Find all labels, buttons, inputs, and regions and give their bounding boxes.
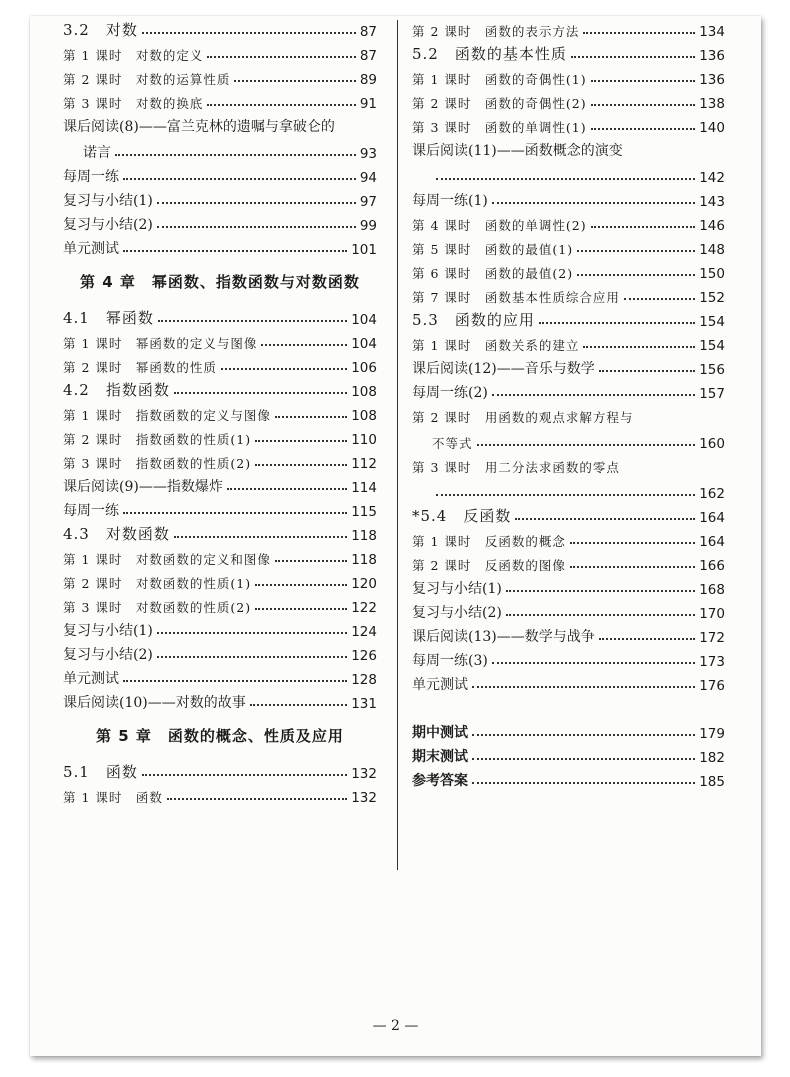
- entry-title: 诺言: [83, 145, 111, 161]
- page-ref: 120: [351, 576, 377, 592]
- toc-entry: [63, 376, 377, 400]
- entry-title: 复习与小结(2): [63, 217, 153, 233]
- dot-leader: [492, 394, 695, 396]
- dot-leader: [255, 440, 347, 442]
- entry-title: 课后阅读(12)——音乐与数学: [412, 361, 595, 377]
- entry-title: 复习与小结(1): [412, 581, 502, 597]
- dot-leader: [577, 274, 695, 276]
- page-number: — 2 —: [372, 1018, 419, 1034]
- page-ref: 108: [351, 408, 377, 424]
- dot-leader: [472, 686, 695, 688]
- dot-leader: [436, 178, 695, 180]
- dot-leader: [492, 662, 695, 664]
- entry-title: 课后阅读(11)——函数概念的演变: [412, 143, 623, 159]
- dot-leader: [599, 638, 695, 640]
- toc-entry: [412, 330, 725, 354]
- dot-leader: [591, 128, 696, 130]
- entry-title: 第 1 课时 函数: [63, 790, 163, 805]
- toc-entry: [412, 136, 725, 160]
- page-ref: 154: [699, 338, 725, 354]
- page-ref: 93: [359, 146, 377, 162]
- entry-title: 第 6 课时 函数的最值(2): [412, 266, 574, 281]
- page-ref: 126: [351, 648, 377, 664]
- spacer: [412, 694, 725, 718]
- dot-leader: [255, 584, 347, 586]
- entry-title: 第 1 课时 对数的定义: [63, 48, 204, 63]
- toc-entry: [63, 64, 377, 88]
- page-ref: 124: [351, 624, 377, 640]
- dot-leader: [167, 798, 347, 800]
- toc-entry: [412, 718, 725, 742]
- entry-title: *5.4 反函数: [412, 507, 512, 525]
- dot-leader: [492, 202, 695, 204]
- page-ref: 170: [699, 606, 725, 622]
- toc-entry: [412, 402, 725, 426]
- page-ref: 128: [351, 672, 377, 688]
- dot-leader: [583, 346, 695, 348]
- toc-entry: [412, 502, 725, 526]
- toc-entry: [412, 670, 725, 694]
- toc-entry: [63, 112, 377, 136]
- page-ref: 154: [699, 314, 725, 330]
- page-ref: 148: [699, 242, 725, 258]
- page-ref: 182: [699, 750, 725, 766]
- dot-leader: [157, 632, 347, 634]
- toc-entry: [412, 742, 725, 766]
- dot-leader: [234, 80, 355, 82]
- entry-title: 单元测试: [412, 677, 468, 693]
- dot-leader: [583, 32, 695, 34]
- entry-title: 课后阅读(13)——数学与战争: [412, 629, 595, 645]
- toc-entry: [412, 574, 725, 598]
- entry-title: 第 3 课时 指数函数的性质(2): [63, 456, 252, 471]
- toc-entry: [63, 782, 377, 806]
- toc-entry: [412, 40, 725, 64]
- entry-title: 5.2 函数的基本性质: [412, 45, 567, 63]
- dot-leader: [158, 320, 347, 322]
- toc-entry: [412, 766, 725, 790]
- page-ref: 104: [351, 312, 377, 328]
- page-ref: 108: [351, 384, 377, 400]
- entry-title: 第 2 课时 反函数的图像: [412, 558, 566, 573]
- toc-entry: [412, 210, 725, 234]
- entry-title: 第 4 课时 函数的单调性(2): [412, 218, 587, 233]
- toc-entry: [412, 234, 725, 258]
- dot-leader: [255, 608, 347, 610]
- dot-leader: [157, 202, 356, 204]
- toc-entry: [412, 186, 725, 210]
- entry-title: 第 2 课时 指数函数的性质(1): [63, 432, 252, 447]
- entry-title: 5.3 函数的应用: [412, 311, 535, 329]
- entry-title: 第 7 课时 函数基本性质综合应用: [412, 290, 620, 305]
- dot-leader: [123, 512, 347, 514]
- toc-entry: [63, 328, 377, 352]
- page-ref: 112: [351, 456, 377, 472]
- entry-title: 第 5 课时 函数的最值(1): [412, 242, 574, 257]
- page-ref: 136: [699, 72, 725, 88]
- entry-title: 第 2 课时 幂函数的性质: [63, 360, 217, 375]
- page-ref: 162: [699, 486, 725, 502]
- dot-leader: [275, 560, 347, 562]
- toc-entry: [63, 186, 377, 210]
- page-ref: 110: [351, 432, 377, 448]
- dot-leader: [571, 56, 695, 58]
- page-ref: 104: [351, 336, 377, 352]
- toc-entry: [63, 40, 377, 64]
- toc-entry: [412, 306, 725, 330]
- page-ref: 172: [699, 630, 725, 646]
- page-ref: 146: [699, 218, 725, 234]
- toc-entry: [412, 550, 725, 574]
- toc-entry: [63, 234, 377, 258]
- page-ref: 143: [699, 194, 725, 210]
- entry-title: 课后阅读(10)——对数的故事: [63, 695, 246, 711]
- toc-entry-continuation: [412, 426, 725, 452]
- entry-title: 第 2 课时 用函数的观点求解方程与: [412, 410, 634, 425]
- entry-title: 期中测试: [412, 725, 468, 741]
- page-ref: 132: [351, 766, 377, 782]
- entry-title: 第 3 课时 对数的换底: [63, 96, 204, 111]
- dot-leader: [174, 536, 347, 538]
- page-ref: 166: [699, 558, 725, 574]
- entry-title: 第 3 课时 对数函数的性质(2): [63, 600, 252, 615]
- entry-title: 复习与小结(1): [63, 623, 153, 639]
- page-ref: 176: [699, 678, 725, 694]
- toc-entry: [63, 88, 377, 112]
- page-ref: 101: [351, 242, 377, 258]
- toc-entry: [63, 472, 377, 496]
- entry-title: 第 2 课时 函数的奇偶性(2): [412, 96, 587, 111]
- page-ref: 140: [699, 120, 725, 136]
- dot-leader: [591, 226, 696, 228]
- toc-entry: [63, 16, 377, 40]
- page-ref: 99: [359, 218, 377, 234]
- page-ref: 94: [359, 170, 377, 186]
- page-ref: 157: [699, 386, 725, 402]
- dot-leader: [472, 758, 695, 760]
- toc-entry: [63, 448, 377, 472]
- toc-entry: [63, 544, 377, 568]
- page-ref: 118: [351, 552, 377, 568]
- dot-leader: [142, 774, 347, 776]
- toc-entry: [412, 622, 725, 646]
- toc-entry-continuation: [63, 136, 377, 162]
- page-ref: 179: [699, 726, 725, 742]
- entry-title: 4.3 对数函数: [63, 525, 170, 543]
- toc-entry: [412, 88, 725, 112]
- page-ref: 115: [351, 504, 377, 520]
- toc-entry: [412, 112, 725, 136]
- entry-title: 第 1 课时 函数的奇偶性(1): [412, 72, 587, 87]
- page-ref: 87: [359, 24, 377, 40]
- entry-title: 不等式: [432, 436, 473, 451]
- dot-leader: [157, 656, 347, 658]
- entry-title: 第 1 课时 幂函数的定义与图像: [63, 336, 258, 351]
- page-ref: 138: [699, 96, 725, 112]
- toc-entry: [63, 616, 377, 640]
- toc-entry: [63, 162, 377, 186]
- toc-entry: [412, 598, 725, 622]
- page-ref: 132: [351, 790, 377, 806]
- dot-leader: [227, 488, 347, 490]
- dot-leader: [207, 56, 355, 58]
- entry-title: 第 1 课时 函数关系的建立: [412, 338, 580, 353]
- page-ref: 173: [699, 654, 725, 670]
- toc-entry-continuation: [412, 160, 725, 186]
- dot-leader: [261, 344, 347, 346]
- toc-entry: [412, 282, 725, 306]
- page-ref: 164: [699, 534, 725, 550]
- dot-leader: [570, 542, 695, 544]
- toc-entry: [63, 640, 377, 664]
- dot-leader: [591, 104, 696, 106]
- entry-title: 复习与小结(1): [63, 193, 153, 209]
- dot-leader: [506, 590, 695, 592]
- dot-leader: [624, 298, 695, 300]
- dot-leader: [506, 614, 695, 616]
- dot-leader: [539, 322, 695, 324]
- dot-leader: [207, 104, 355, 106]
- page-ref: 114: [351, 480, 377, 496]
- entry-title: 第 3 课时 函数的单调性(1): [412, 120, 587, 135]
- dot-leader: [477, 444, 696, 446]
- dot-leader: [157, 226, 356, 228]
- entry-title: 参考答案: [412, 773, 468, 789]
- page-ref: 91: [359, 96, 377, 112]
- toc-entry: [63, 664, 377, 688]
- entry-title: 每周一练(1): [412, 193, 488, 209]
- entry-title: 期末测试: [412, 749, 468, 765]
- entry-title: 单元测试: [63, 241, 119, 257]
- toc-entry: [412, 354, 725, 378]
- page-ref: 156: [699, 362, 725, 378]
- entry-title: 单元测试: [63, 671, 119, 687]
- entry-title: 4.1 幂函数: [63, 309, 154, 327]
- dot-leader: [115, 154, 356, 156]
- page-ref: 131: [351, 696, 377, 712]
- page-ref: 118: [351, 528, 377, 544]
- toc-right-column: [412, 16, 725, 790]
- dot-leader: [174, 392, 347, 394]
- dot-leader: [599, 370, 695, 372]
- page-ref: 122: [351, 600, 377, 616]
- entry-title: 第 1 课时 对数函数的定义和图像: [63, 552, 271, 567]
- page-ref: 142: [699, 170, 725, 186]
- toc-entry: [412, 16, 725, 40]
- toc-page: [30, 16, 761, 1056]
- toc-entry: [63, 496, 377, 520]
- entry-title: 3.2 对数: [63, 21, 138, 39]
- entry-title: 复习与小结(2): [63, 647, 153, 663]
- entry-title: 5.1 函数: [63, 763, 138, 781]
- dot-leader: [577, 250, 695, 252]
- page-ref: 160: [699, 436, 725, 452]
- page-ref: 136: [699, 48, 725, 64]
- toc-entry: [412, 646, 725, 670]
- dot-leader: [123, 178, 356, 180]
- entry-title: 第 2 课时 函数的表示方法: [412, 24, 580, 39]
- column-divider: [397, 20, 398, 870]
- toc-entry: [63, 400, 377, 424]
- dot-leader: [255, 464, 347, 466]
- entry-title: 第 1 课时 反函数的概念: [412, 534, 566, 549]
- page-ref: 168: [699, 582, 725, 598]
- page-ref: 87: [359, 48, 377, 64]
- toc-entry: [63, 568, 377, 592]
- toc-entry: [412, 378, 725, 402]
- dot-leader: [591, 80, 696, 82]
- toc-entry: [412, 258, 725, 282]
- entry-title: 第 2 课时 对数的运算性质: [63, 72, 231, 87]
- dot-leader: [123, 250, 347, 252]
- toc-entry: [63, 592, 377, 616]
- toc-entry: [412, 452, 725, 476]
- dot-leader: [142, 32, 356, 34]
- dot-leader: [472, 734, 695, 736]
- chapter-heading: 第 4 章 幂函数、指数函数与对数函数: [80, 272, 360, 291]
- entry-title: 4.2 指数函数: [63, 381, 170, 399]
- dot-leader: [472, 782, 695, 784]
- toc-left-column: [63, 16, 377, 806]
- entry-title: 每周一练: [63, 503, 119, 519]
- toc-entry: [63, 688, 377, 712]
- toc-entry: [63, 210, 377, 234]
- entry-title: 每周一练(2): [412, 385, 488, 401]
- toc-entry: [412, 526, 725, 550]
- dot-leader: [221, 368, 347, 370]
- dot-leader: [123, 680, 347, 682]
- page-ref: 152: [699, 290, 725, 306]
- dot-leader: [570, 566, 695, 568]
- toc-entry: [63, 304, 377, 328]
- page-ref: 185: [699, 774, 725, 790]
- page-ref: 89: [359, 72, 377, 88]
- toc-entry: [63, 758, 377, 782]
- page-ref: 97: [359, 194, 377, 210]
- entry-title: 第 2 课时 对数函数的性质(1): [63, 576, 252, 591]
- page-ref: 134: [699, 24, 725, 40]
- dot-leader: [436, 494, 695, 496]
- entry-title: 课后阅读(8)——富兰克林的遗嘱与拿破仑的: [63, 119, 335, 135]
- page-ref: 106: [351, 360, 377, 376]
- entry-title: 课后阅读(9)——指数爆炸: [63, 479, 223, 495]
- toc-entry: [63, 520, 377, 544]
- chapter-heading: 第 5 章 函数的概念、性质及应用: [96, 726, 344, 745]
- dot-leader: [515, 518, 695, 520]
- toc-entry: [412, 64, 725, 88]
- entry-title: 第 3 课时 用二分法求函数的零点: [412, 460, 620, 475]
- toc-entry: [63, 352, 377, 376]
- entry-title: 第 1 课时 指数函数的定义与图像: [63, 408, 271, 423]
- entry-title: 每周一练: [63, 169, 119, 185]
- entry-title: 每周一练(3): [412, 653, 488, 669]
- page-ref: 150: [699, 266, 725, 282]
- entry-title: 复习与小结(2): [412, 605, 502, 621]
- toc-entry: [63, 424, 377, 448]
- page-ref: 164: [699, 510, 725, 526]
- toc-entry-continuation: [412, 476, 725, 502]
- dot-leader: [250, 704, 347, 706]
- dot-leader: [275, 416, 347, 418]
